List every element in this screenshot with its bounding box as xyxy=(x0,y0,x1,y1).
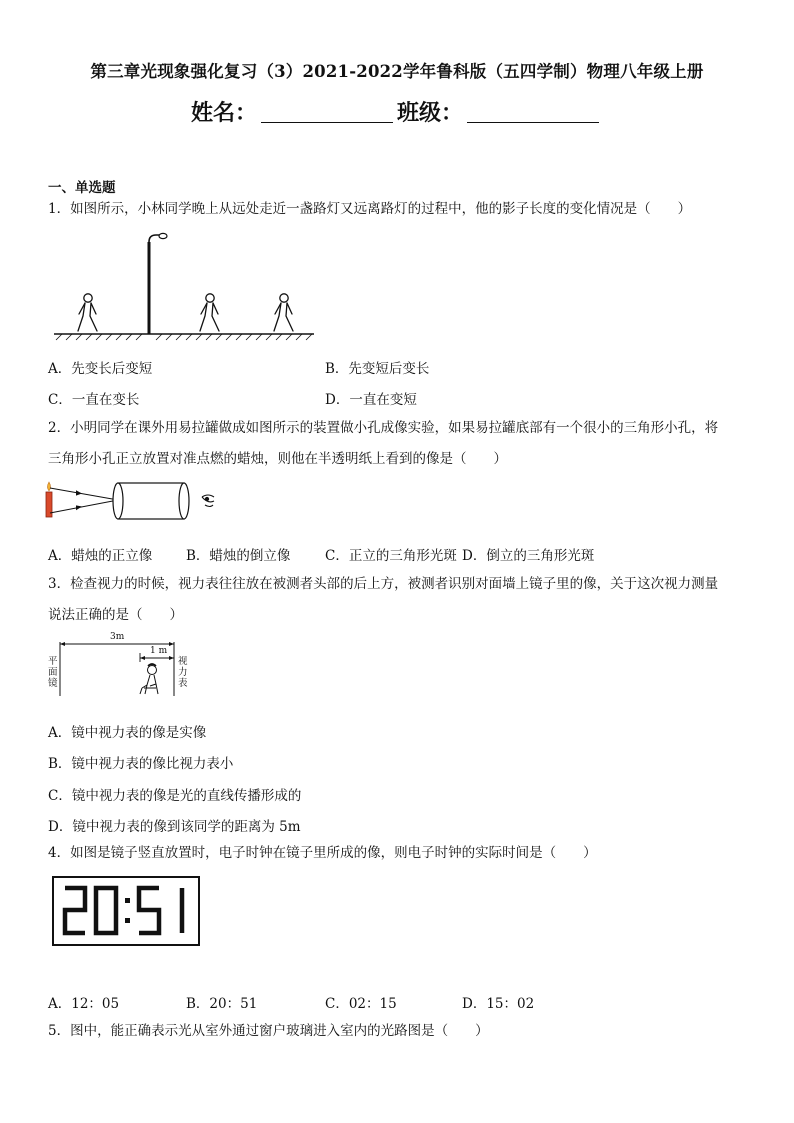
question-5-stem: 5．图中，能正确表示光从室外通过窗户玻璃进入室内的光路图是（ ） xyxy=(48,1023,489,1039)
eye-icon xyxy=(202,495,214,507)
question-2-stem-line-1: 2．小明同学在课外用易拉罐做成如图所示的装置做小孔成像实验，如果易拉罐底部有一个很小的三角形小孔，将 xyxy=(48,420,719,436)
question-4-option-d[interactable]: D．15：02 xyxy=(462,996,535,1012)
mirror-label: 平面镜 xyxy=(48,656,58,689)
distance-1m-label: 1 m xyxy=(150,646,168,656)
pinhole-camera-figure xyxy=(42,478,222,526)
can-body xyxy=(118,483,184,519)
seated-person-icon xyxy=(140,664,158,694)
question-4-stem: 4．如图是镜子竖直放置时，电子时钟在镜子里所成的像，则电子时钟的实际时间是（ ） xyxy=(48,845,597,861)
question-4-option-a[interactable]: A．12：05 xyxy=(48,996,120,1012)
flame-icon xyxy=(48,482,51,491)
question-2-stem-line-2: 三角形小孔正立放置对准点燃的蜡烛，则他在半透明纸上看到的像是（ ） xyxy=(48,451,507,467)
question-2-option-b[interactable]: B．蜡烛的倒立像 xyxy=(186,548,291,564)
distance-3m-label: 3m xyxy=(110,632,125,642)
question-1-option-c[interactable]: C．一直在变长 xyxy=(48,392,140,408)
vision-test-figure xyxy=(46,632,196,700)
name-blank[interactable] xyxy=(261,102,393,123)
question-3-option-b[interactable]: B．镜中视力表的像比视力表小 xyxy=(48,756,234,772)
walking-person-icon xyxy=(274,294,293,331)
question-4-option-c[interactable]: C．02：15 xyxy=(325,996,397,1012)
question-1-option-b[interactable]: B．先变短后变长 xyxy=(325,361,430,377)
light-ray xyxy=(50,488,118,500)
question-3-option-c[interactable]: C．镜中视力表的像是光的直线传播形成的 xyxy=(48,788,302,804)
question-3-stem-line-1: 3．检查视力的时候，视力表往往放在被测者头部的后上方，被测者识别对面墙上镜子里的像，关于这次视力测量 xyxy=(48,576,719,592)
class-label: 班级： xyxy=(397,100,464,126)
question-1-stem: 1．如图所示，小林同学晚上从远处走近一盏路灯又远离路灯的过程中，他的影子长度的变化情况是（ ） xyxy=(48,201,692,217)
name-class-line xyxy=(0,96,794,127)
section-heading: 一、单选题 xyxy=(48,180,116,196)
light-ray xyxy=(50,500,118,513)
name-label: 姓名： xyxy=(190,100,257,126)
question-3-stem-line-2: 说法正确的是（ ） xyxy=(48,607,183,623)
question-2-option-a[interactable]: A．蜡烛的正立像 xyxy=(48,548,153,564)
document-title: 第三章光现象强化复习（3）2021-2022学年鲁科版（五四学制）物理八年级上册 xyxy=(90,62,704,81)
walking-person-icon xyxy=(78,294,97,331)
clock-colon-dot xyxy=(125,898,130,903)
question-3-option-a[interactable]: A．镜中视力表的像是实像 xyxy=(48,725,207,741)
can-opening xyxy=(179,483,189,519)
chart-label: 视力表 xyxy=(178,656,188,689)
question-2-option-d[interactable]: D．倒立的三角形光斑 xyxy=(462,548,595,564)
question-1-option-d[interactable]: D．一直在变短 xyxy=(325,392,417,408)
lamp-bulb xyxy=(159,233,167,238)
question-4-option-b[interactable]: B．20：51 xyxy=(186,996,258,1012)
streetlight-figure xyxy=(48,230,320,342)
question-1-option-a[interactable]: A．先变长后变短 xyxy=(48,361,153,377)
clock-colon-dot xyxy=(125,918,130,923)
mirrored-clock-figure xyxy=(52,876,200,946)
ground-hatching xyxy=(56,334,312,340)
question-2-option-c[interactable]: C．正立的三角形光斑 xyxy=(325,548,457,564)
question-3-option-d[interactable]: D．镜中视力表的像到该同学的距离为 5m xyxy=(48,819,301,835)
walking-person-icon xyxy=(200,294,219,331)
class-blank[interactable] xyxy=(467,102,599,123)
can-bottom xyxy=(113,483,123,519)
